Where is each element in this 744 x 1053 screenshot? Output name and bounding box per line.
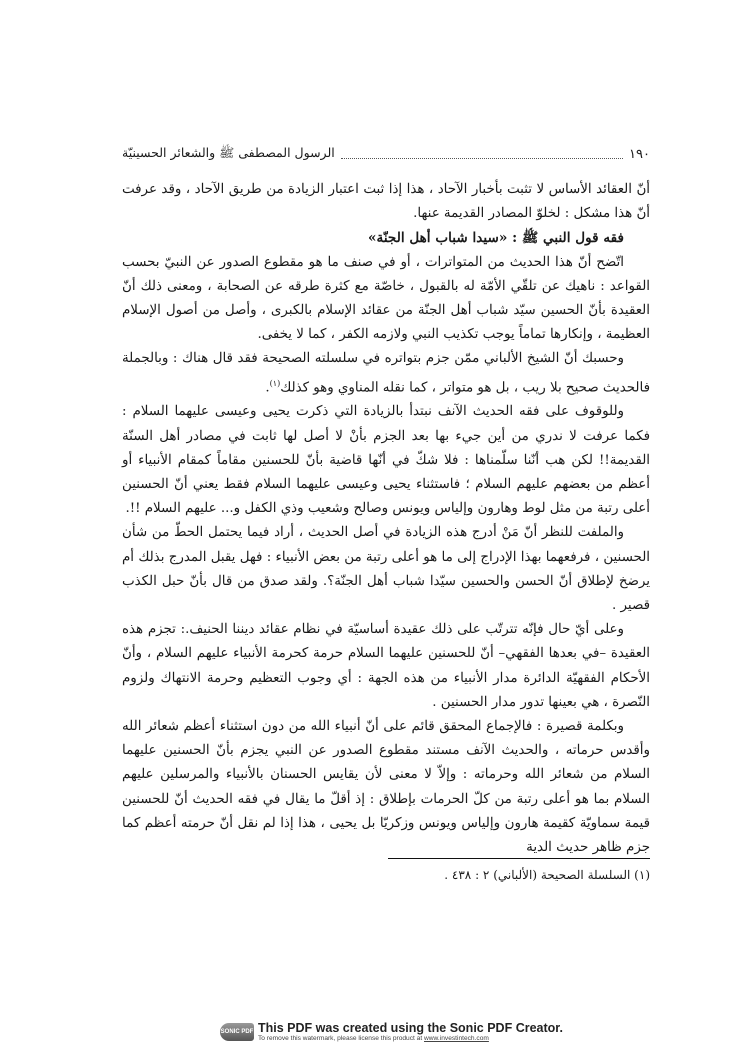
header-dotted-leader <box>341 150 623 159</box>
sonic-pdf-logo-icon: SONIC PDF <box>220 1023 254 1041</box>
watermark-text <box>258 1022 563 1043</box>
paragraph: وللوقوف على فقه الحديث الآنف نبتدأ بالزيادة التي ذكرت يحيى وعيسى عليهما السلام : فكما عرفت لا ندري من أين جيء بها بعد الجزم بأنْ لا أصل لها ثابت في مصادر أهل السنّة القديمة!! لكن هب أنّنا سلّمناها : فلا شكّ في أنّها قاضية بأنّ للحسنين مقاماً كمقام الأنبياء أو أعظم من بعضهم عليهم السلام ؛ فاستثناء يحيى وعيسى عليهما السلام فقط يعني أنّ الحسنين أعلى رتبة من مثل لوط وهارون وإلياس ويونس وصالح وشعيب وذي الكفل و... عليهم السلام !!. <box>122 404 650 517</box>
paragraph: وبكلمة قصيرة : فالإجماع المحقق قائم على أنّ أنبياء الله من دون استثناء أعظم شعائر الله وأقدس حرماته ، والحديث الآنف مستند مقطوع الصدور عن النبي يجزم بأنّ الحسنين عليهما السلام من شعائر الله وحرماته : وإلاّ لا معنى لأن يقايس الحسنان بالأنبياء والمرسلين عليهم السلام بما هو أعلى رتبة من كلّ الحرمات بإطلاق : إذ أقلّ ما يقال في فقه الحديث أنّ للحسنين قيمة سماويّة كقيمة هارون وإلياس ويونس وزكريّا بل يحيى ، هذا إذا لم نقل أنّ حرمته أعظم كما جزم ظاهر حديث الدية <box>122 718 650 855</box>
paragraph: وعلى أيّ حال فإنّه تترتّب على ذلك عقيدة أساسيّة في نظام عقائد ديننا الحنيف.: تجزم هذه العقيدة –في بعدها الفقهي– أنّ للحسنين عليهما السلام حرمة كحرمة الأنبياء عليهم السلام ، وأنّ الأحكام الفقهيّة الدائرة مدار الأنبياء من هذه الجهة : أي وجوب التعظيم وحرمة الانتهاك ولزوم النّصرة ، هي بعينها تدور مدار الحسنين . <box>122 622 650 710</box>
footnote-reference[interactable]: (١) <box>269 378 281 388</box>
paragraph-text: وحسبك أنّ الشيخ الألباني ممّن جزم بتواتره في سلسلته الصحيحة فقد قال هناك : وبالجملة فالحديث صحيح بلا ريب ، بل هو متواتر ، كما نقله المناوي وهو كذلك <box>122 351 650 396</box>
page-number: ١٩٠ <box>629 146 650 162</box>
section-heading: فقه قول النبي ﷺ : «سيدا شباب أهل الجنّة» <box>368 230 624 247</box>
paragraph-continuation: أنّ العقائد الأساس لا تثبت بأخبار الآحاد ، هذا إذا ثبت اعتبار الزيادة من طريق الآحاد ، وقد عرفت أنّ هذا مشكل : لخلوّ المصادر القديمة عنها. <box>122 182 650 222</box>
footnote-separator <box>388 858 650 859</box>
body-text <box>122 178 650 860</box>
pdf-watermark <box>220 1019 563 1045</box>
paragraph: والملفت للنظر أنّ مَنْ أدرج هذه الزيادة في أصل الحديث ، أراد فيما يحتمل الحطّ من شأن الحسنين ، فرفعهما بهذا الإدراج إلى ما هو أعلى رتبة من بعض الأنبياء : فهل يقبل المدرج بذلك أم يرضخ لإطلاق أنّ الحسن والحسين سيّدا شباب أهل الجنّة؟. ولقد صدق من قال بأنّ حبل الكذب قصير . <box>122 525 650 613</box>
footnote: (١) السلسلة الصحيحة (الألباني) ٢ : ٤٣٨ . <box>444 868 650 882</box>
paragraph: اتّضح أنّ هذا الحديث من المتواترات ، أو في صنف ما هو مقطوع الصدور عن النبيّ بحسب القواعد : ناهيك عن تلقّي الأمّة له بالقبول ، خاصّة مع كثرة طرقه عن الصحابة ، ومعنى ذلك أنّ العقيدة بأنّ الحسين سيّد شباب أهل الجنّة من عقائد الإسلام بالكبرى ، وأصل من أصول الإسلام العظيمة ، وإنكارها تماماً يوجب تكذيب النبي ولازمه الكفر ، كما لا يخفى. <box>122 254 650 343</box>
running-title: الرسول المصطفى ﷺ والشعائر الحسينيّة <box>122 144 335 160</box>
watermark-line-2-text: To remove this watermark, please license this product at <box>258 1034 425 1042</box>
paragraph <box>122 347 650 400</box>
paragraph-end: . <box>265 380 270 396</box>
watermark-line-2 <box>258 1035 563 1043</box>
page-header <box>122 144 650 164</box>
watermark-link[interactable]: www.investintech.com <box>424 1034 489 1042</box>
watermark-line-1: This PDF was created using the Sonic PDF Creator. <box>258 1020 563 1035</box>
